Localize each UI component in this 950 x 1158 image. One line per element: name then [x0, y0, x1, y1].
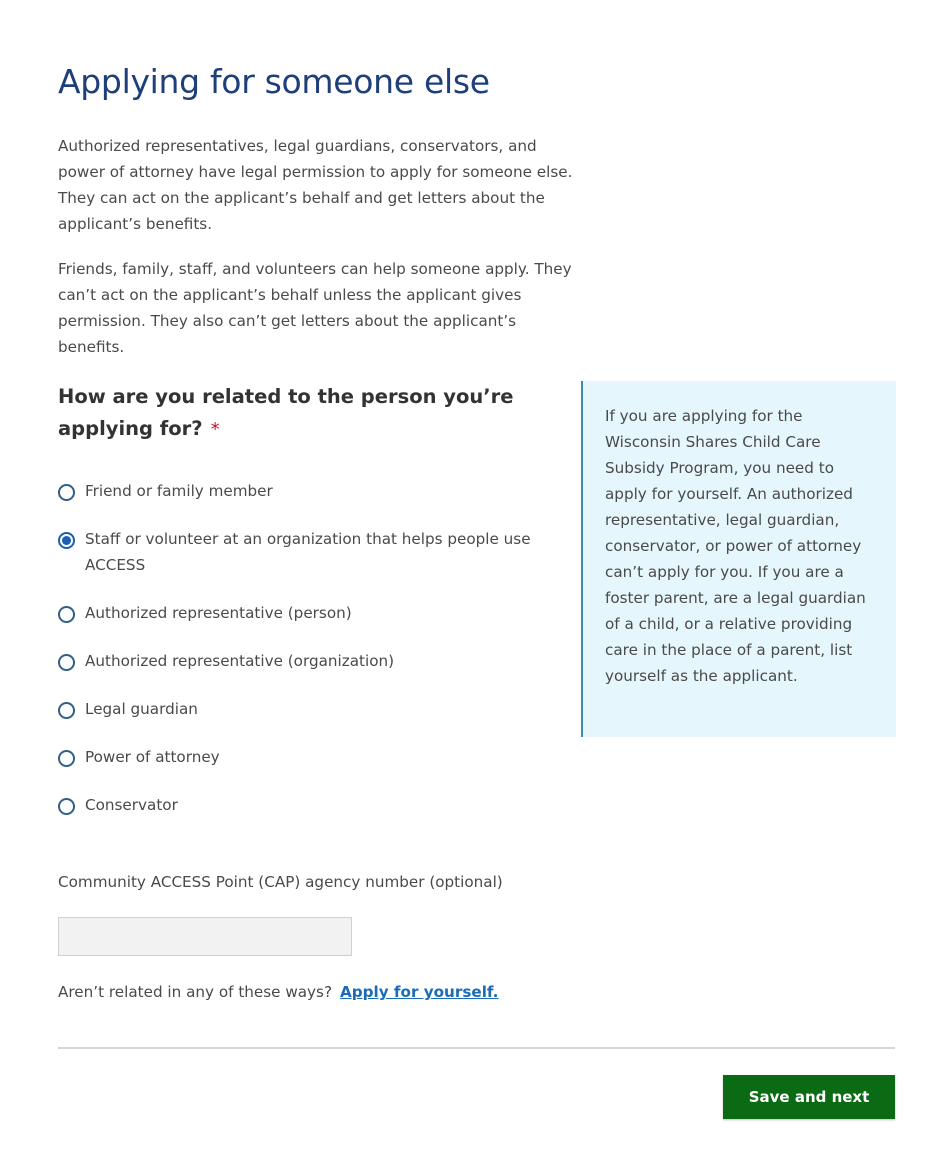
required-asterisk: * [210, 419, 220, 440]
radio-button-icon[interactable] [58, 532, 75, 549]
footer-divider [58, 1047, 895, 1049]
radio-label: Staff or volunteer at an organization that helps people use ACCESS [85, 530, 531, 574]
radio-option-legal-guardian[interactable] [58, 698, 538, 722]
question-label: How are you related to the person you’re applying for? [58, 385, 514, 440]
radio-button-icon[interactable] [58, 750, 75, 767]
radio-option-authorized-rep-person[interactable] [58, 602, 538, 626]
radio-option-authorized-rep-organization[interactable] [58, 650, 538, 674]
radio-label: Authorized representative (person) [85, 604, 352, 622]
radio-label: Conservator [85, 796, 178, 814]
radio-button-icon[interactable] [58, 702, 75, 719]
radio-button-icon[interactable] [58, 606, 75, 623]
child-care-info-callout [581, 381, 896, 737]
radio-label: Legal guardian [85, 700, 198, 718]
apply-for-yourself-link[interactable]: Apply for yourself. [340, 983, 499, 1001]
save-and-next-button[interactable]: Save and next [723, 1075, 895, 1119]
radio-option-friend-family[interactable] [58, 480, 538, 504]
radio-label: Friend or family member [85, 482, 273, 500]
radio-button-icon[interactable] [58, 654, 75, 671]
relationship-question [58, 381, 528, 446]
radio-button-icon[interactable] [58, 484, 75, 501]
radio-label: Power of attorney [85, 748, 220, 766]
radio-option-staff-volunteer[interactable] [58, 528, 538, 578]
intro-paragraph-helpers: Friends, family, staff, and volunteers can help someone apply. They can’t act on the applicant’s behalf unless the applicant gives permission. They also can’t get letters about the applicant’s benefits. [58, 260, 572, 356]
info-callout-text: If you are applying for the Wisconsin Shares Child Care Subsidy Program, you need to apply for yourself. An authorized representative, legal guardian, conservator, or power of attorney can’t apply for you. If you are a foster parent, are a legal guardian of a child, or a relative providing care in the place of a parent, list yourself as the applicant. [605, 407, 866, 685]
radio-option-power-of-attorney[interactable] [58, 746, 538, 770]
relationship-radio-group [58, 480, 538, 842]
not-related-prompt [58, 980, 498, 1004]
page-title: Applying for someone else [58, 62, 490, 101]
radio-option-conservator[interactable] [58, 794, 538, 818]
cap-agency-number-label: Community ACCESS Point (CAP) agency number (optional) [58, 873, 503, 891]
radio-label: Authorized representative (organization) [85, 652, 395, 670]
radio-button-icon[interactable] [58, 798, 75, 815]
intro-paragraph-legal: Authorized representatives, legal guardians, conservators, and power of attorney have legal permission to apply for someone else. They can act on the applicant’s behalf and get letters about the applicant’s benefits. [58, 137, 573, 233]
cap-agency-number-input[interactable] [58, 917, 352, 956]
not-related-text: Aren’t related in any of these ways? [58, 983, 333, 1001]
